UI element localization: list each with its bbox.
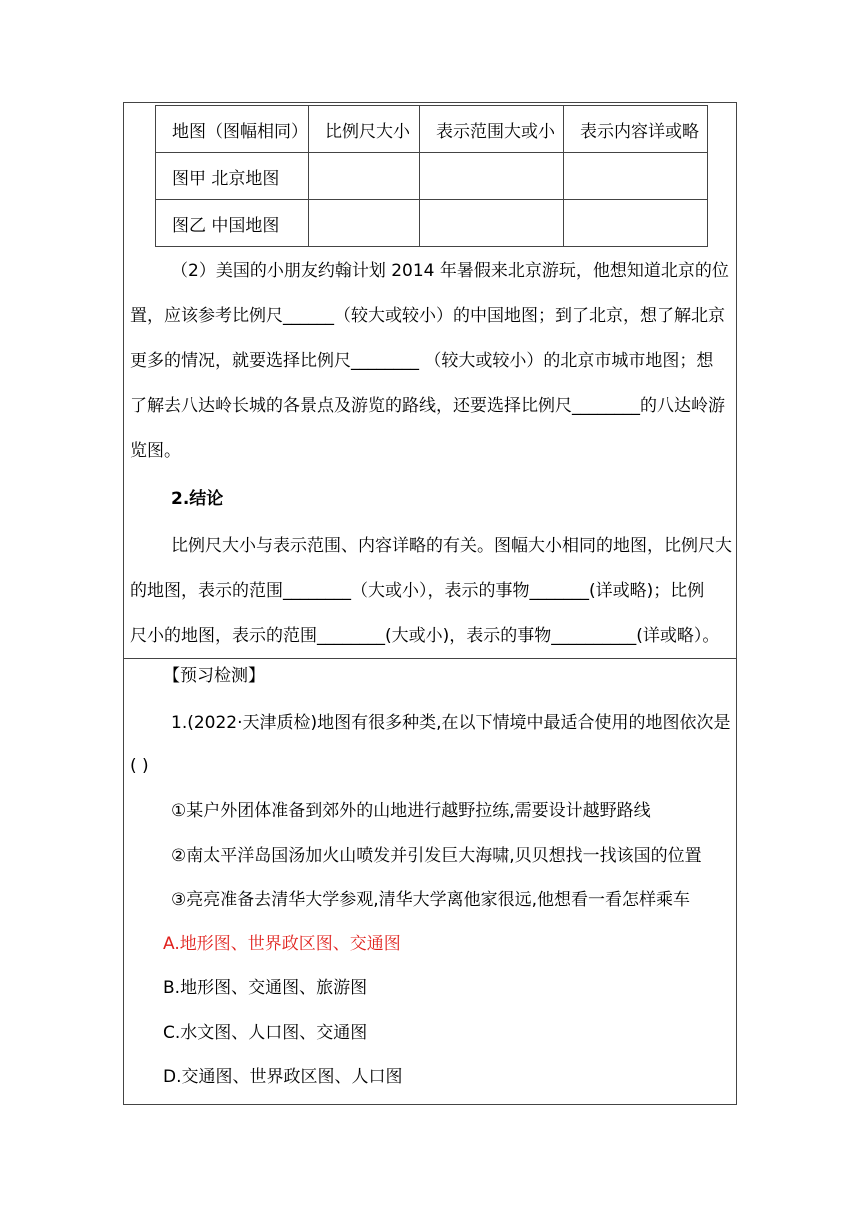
- table-row: [156, 153, 708, 200]
- table-cell: [309, 200, 420, 247]
- option-a-correct: A.地形图、世界政区图、交通图: [163, 934, 401, 954]
- paragraph-line: 更多的情况，就要选择比例尺________ （较大或较小）的北京市城市地图；想: [130, 351, 714, 371]
- scenario-item: ③亮亮准备去清华大学参观,清华大学离他家很远,他想看一看怎样乘车: [171, 890, 691, 910]
- table-cell: [420, 153, 564, 200]
- table-header-row: [156, 106, 708, 153]
- paragraph-line: 了解去八达岭长城的各景点及游览的路线，还要选择比例尺________的八达岭游: [130, 396, 725, 416]
- answer-blank: ( ): [130, 756, 149, 776]
- paragraph-line: 览图。: [130, 441, 181, 461]
- table-cell: 图甲 北京地图: [156, 153, 309, 200]
- option-d: D.交通图、世界政区图、人口图: [163, 1067, 403, 1087]
- option-b: B.地形图、交通图、旅游图: [163, 978, 368, 998]
- table-row: [156, 200, 708, 247]
- section-divider: [123, 658, 737, 659]
- table-header-cell: 表示内容详或略: [564, 106, 708, 153]
- table-cell: [420, 200, 564, 247]
- table-header-cell: 地图（图幅相同）: [156, 106, 309, 153]
- comparison-table: [155, 105, 708, 247]
- table-cell: [564, 153, 708, 200]
- table-header-cell: 比例尺大小: [309, 106, 420, 153]
- conclusion-heading: 2.结论: [171, 489, 224, 509]
- option-c: C.水文图、人口图、交通图: [163, 1023, 368, 1043]
- section-title: 【预习检测】: [163, 666, 265, 686]
- scenario-item: ①某户外团体准备到郊外的山地进行越野拉练,需要设计越野路线: [171, 801, 651, 821]
- question-stem: 1.(2022·天津质检)地图有很多种类,在以下情境中最适合使用的地图依次是: [171, 713, 731, 733]
- scenario-item: ②南太平洋岛国汤加火山喷发并引发巨大海啸,贝贝想找一找该国的位置: [171, 846, 702, 866]
- table-header-cell: 表示范围大或小: [420, 106, 564, 153]
- conclusion-line: 比例尺大小与表示范围、内容详略的有关。图幅大小相同的地图，比例尺大: [171, 536, 732, 556]
- conclusion-line: 尺小的地图，表示的范围________(大或小)，表示的事物__________(详或略）。: [130, 626, 720, 646]
- content-frame: [123, 102, 737, 1105]
- table-cell: 图乙 中国地图: [156, 200, 309, 247]
- paragraph-line: 置，应该参考比例尺______（较大或较小）的中国地图；到了北京，想了解北京: [130, 306, 725, 326]
- table-cell: [564, 200, 708, 247]
- paragraph-line: （2）美国的小朋友约翰计划 2014 年暑假来北京游玩，他想知道北京的位: [171, 261, 729, 281]
- table-cell: [309, 153, 420, 200]
- conclusion-line: 的地图，表示的范围________（大或小），表示的事物_______(详或略)；比例: [130, 581, 705, 601]
